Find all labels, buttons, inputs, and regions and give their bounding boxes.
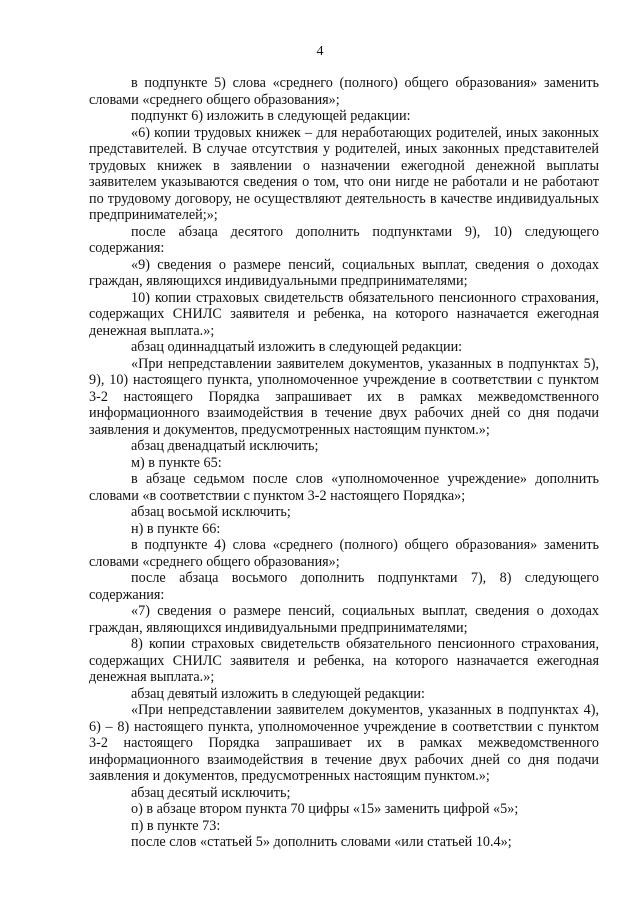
paragraph: абзац восьмой исключить; bbox=[131, 504, 291, 520]
paragraph: 8) копии страховых свидетельств обязательного пенсионного страхования, содержащих СНИЛС заявителя и ребенка, на которого назначается ежегодная денежная выплата.»; bbox=[89, 636, 599, 685]
paragraph: абзац десятый исключить; bbox=[131, 784, 291, 801]
paragraph: «9) сведения о размере пенсий, социальных выплат, сведения о доходах граждан, являющихся индивидуальными предпринимателями; bbox=[89, 256, 599, 289]
paragraph: подпункт 6) изложить в следующей редакции: bbox=[131, 108, 411, 124]
paragraph: н) в пункте 66: bbox=[131, 520, 221, 537]
paragraph: после абзаца восьмого дополнить подпунктами 7), 8) следующего содержания: bbox=[89, 570, 599, 603]
paragraph: в абзаце седьмом после слов «уполномоченное учреждение» дополнить словами «в соответствии с пунктом 3-2 настоящего Порядка»; bbox=[89, 471, 599, 504]
paragraph: абзац одиннадцатый изложить в следующей редакции: bbox=[131, 339, 463, 355]
paragraph: в подпункте 5) слова «среднего (полного) общего образования» заменить словами «среднего общего образования»; bbox=[89, 75, 599, 108]
paragraph: абзац девятый изложить в следующей редакции: bbox=[131, 685, 425, 702]
paragraph: «6) копии трудовых книжек – для неработающих родителей, иных законных представителей. В случае отсутствия у родителей, иных законных представителей трудовых книжек в заявлении о назначении ежегодной денежной выплаты заявителем указываются сведения о том, что они нигде не работали и не работают по трудовому договору, не осуществляют деятельность в качестве индивидуальных предпринимателей;»; bbox=[89, 124, 599, 223]
paragraph: после абзаца десятого дополнить подпунктами 9), 10) следующего содержания: bbox=[89, 223, 599, 256]
paragraph: после слов «статьей 5» дополнить словами «или статьей 10.4»; bbox=[131, 834, 512, 850]
document-body bbox=[89, 75, 599, 851]
paragraph: п) в пункте 73: bbox=[131, 817, 221, 834]
paragraph: 10) копии страховых свидетельств обязательного пенсионного страхования, содержащих СНИЛС заявителя и ребенка, на которого назначается ежегодная денежная выплата.»; bbox=[89, 289, 599, 339]
paragraph: в подпункте 4) слова «среднего (полного) общего образования» заменить словами «среднего общего образования»; bbox=[89, 537, 599, 570]
paragraph: м) в пункте 65: bbox=[131, 454, 222, 471]
page-number: 4 bbox=[316, 44, 324, 59]
paragraph: «7) сведения о размере пенсий, социальных выплат, сведения о доходах граждан, являющихся индивидуальными предпринимателями; bbox=[89, 603, 599, 636]
paragraph: «При непредставлении заявителем документов, указанных в подпунктах 5), 9), 10) настоящего пункта, уполномоченное учреждение в соответствии с пунктом 3-2 настоящего Порядка запрашивает их в рамках межведомственного информационного взаимодействия в течение двух рабочих дней со дня подачи заявления и документов, предусмотренных настоящим пунктом.»; bbox=[89, 355, 599, 438]
paragraph: «При непредставлении заявителем документов, указанных в подпунктах 4), 6) – 8) настоящего пункта, уполномоченное учреждение в соответствии с пунктом 3-2 настоящего Порядка запрашивает их в рамках межведомственного информационного взаимодействия в течение двух рабочих дней со дня подачи заявления и документов, предусмотренных настоящим пунктом.»; bbox=[89, 702, 599, 784]
paragraph: о) в абзаце втором пункта 70 цифры «15» заменить цифрой «5»; bbox=[131, 801, 519, 817]
paragraph: абзац двенадцатый исключить; bbox=[131, 438, 319, 454]
